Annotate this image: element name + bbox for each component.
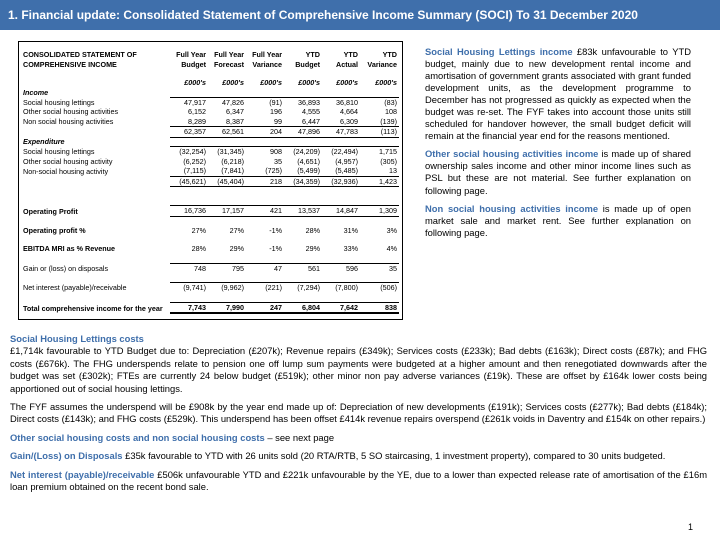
cell: 247 bbox=[246, 302, 284, 313]
commentary-paragraph bbox=[10, 450, 707, 462]
net-interest-row bbox=[22, 283, 399, 293]
cell: 36,810 bbox=[322, 97, 360, 107]
cell: 795 bbox=[208, 263, 246, 273]
cell: 1,715 bbox=[360, 147, 399, 157]
operating-profit-row bbox=[22, 206, 399, 217]
cell: 108 bbox=[385, 107, 397, 116]
commentary-paragraph bbox=[10, 432, 707, 444]
commentary-heading: Other social housing costs and non social housing costs bbox=[10, 431, 265, 443]
income-heading: Income bbox=[23, 87, 49, 97]
cell: 6,309 bbox=[340, 116, 358, 126]
unit-label: £000's bbox=[336, 78, 358, 87]
cell: 29% bbox=[229, 244, 244, 253]
commentary-paragraph bbox=[425, 46, 691, 142]
cell: 28% bbox=[191, 244, 206, 253]
cell: 908 bbox=[246, 147, 284, 157]
cell: (31,345) bbox=[208, 147, 246, 157]
row-label: Social housing lettings bbox=[23, 147, 95, 156]
cell: 8,289 bbox=[188, 116, 206, 126]
cell: (7,115) bbox=[183, 166, 206, 175]
cell: 28% bbox=[305, 225, 320, 235]
row-label: Other social housing activity bbox=[23, 156, 113, 166]
income-total-row bbox=[22, 127, 399, 138]
ebitda-row bbox=[22, 244, 399, 254]
total-comprehensive-income-row bbox=[22, 302, 399, 313]
cell: 6,447 bbox=[302, 116, 320, 126]
commentary-heading: Social Housing Lettings income bbox=[425, 46, 573, 57]
row-label: Net interest (payable)/receivable bbox=[23, 283, 127, 292]
cell: 204 bbox=[246, 127, 284, 138]
cell: 6,804 bbox=[284, 302, 322, 313]
unit-label: £000's bbox=[222, 78, 244, 87]
cell: -1% bbox=[269, 244, 282, 253]
costs-heading: Social Housing Lettings costs bbox=[10, 333, 144, 344]
commentary-paragraph bbox=[425, 148, 691, 196]
cell: 62,561 bbox=[208, 127, 246, 138]
cell: (91) bbox=[246, 97, 284, 107]
cell: (9,962) bbox=[208, 283, 246, 293]
commentary-text: £35k favourable to YTD with 26 units sold (20 RTA/RTB, 5 SO staircasing, 1 investment property), compared to 30 units budgeted. bbox=[122, 450, 666, 462]
cell: (305) bbox=[380, 156, 397, 166]
section-heading-row bbox=[22, 88, 399, 98]
table-row bbox=[22, 107, 399, 117]
cell: 31% bbox=[343, 225, 358, 235]
cell: (221) bbox=[246, 283, 284, 293]
costs-commentary bbox=[10, 333, 707, 499]
cell: 1,423 bbox=[360, 176, 399, 187]
cell: 47,917 bbox=[170, 97, 208, 107]
cell: 4,555 bbox=[302, 107, 320, 116]
table-row bbox=[22, 157, 399, 167]
column-header: Variance bbox=[252, 59, 282, 69]
commentary-heading: Non social housing activities income bbox=[425, 202, 599, 214]
column-header: Full Year bbox=[252, 50, 282, 59]
cell: 421 bbox=[246, 206, 284, 217]
cell: 35 bbox=[274, 156, 282, 166]
row-label: Total comprehensive income for the year bbox=[23, 303, 163, 313]
gain-loss-row bbox=[22, 263, 399, 273]
table-title-line-2: COMPREHENSIVE INCOME bbox=[23, 59, 117, 69]
unit-label: £000's bbox=[298, 78, 320, 87]
unit-label: £000's bbox=[260, 78, 282, 87]
table-row bbox=[22, 117, 399, 127]
commentary-text: £83k unfavourable to YTD budget, mainly due to new development rental income and amortisation of government grants associated with grant funded development units, as the development programme to December has not progressed as quickly as expected when the budget was re-set. The FYF takes into account those units still scheduled for handover however, the small budget deficit will remain at the financial year end for the reasons mentioned. bbox=[425, 46, 691, 142]
cell: 17,157 bbox=[208, 206, 246, 217]
cell: (725) bbox=[265, 166, 282, 175]
units-row bbox=[22, 78, 399, 88]
cell: 7,743 bbox=[170, 302, 208, 313]
title-banner bbox=[0, 0, 720, 30]
cell: 47,783 bbox=[322, 127, 360, 138]
row-label: EBITDA MRI as % Revenue bbox=[23, 244, 115, 253]
commentary-text: is made up of open market sale and market rent. See further explanation on following page. bbox=[425, 202, 691, 238]
cell: (5,499) bbox=[297, 166, 320, 175]
cell: 13,537 bbox=[284, 206, 322, 217]
unit-label: £000's bbox=[184, 78, 206, 87]
cell: 13 bbox=[389, 166, 397, 175]
cell: 748 bbox=[170, 263, 208, 273]
cell: (22,494) bbox=[322, 147, 360, 157]
cell: (24,209) bbox=[284, 147, 322, 157]
commentary-heading: Gain/(Loss) on Disposals bbox=[10, 450, 123, 462]
cell: (45,621) bbox=[170, 176, 208, 187]
cell: 596 bbox=[322, 263, 360, 273]
column-header: YTD bbox=[305, 50, 320, 59]
table-header-row-2 bbox=[22, 60, 399, 70]
cell: 14,847 bbox=[322, 206, 360, 217]
cell: (113) bbox=[360, 127, 399, 138]
cell: (34,359) bbox=[284, 176, 322, 187]
soci-table-panel bbox=[18, 41, 403, 320]
table-header-row-1 bbox=[22, 50, 399, 60]
cell: 6,152 bbox=[188, 107, 206, 116]
cell: 27% bbox=[229, 225, 244, 235]
cell: 7,990 bbox=[208, 302, 246, 313]
cell: 1,309 bbox=[360, 206, 399, 217]
commentary-heading: Other social housing activities income bbox=[425, 148, 599, 160]
unit-label: £000's bbox=[375, 78, 397, 87]
row-label: Social housing lettings bbox=[23, 97, 95, 107]
cell: 8,387 bbox=[226, 116, 244, 126]
cell: 838 bbox=[360, 302, 399, 313]
cell: (83) bbox=[360, 97, 399, 107]
income-commentary bbox=[425, 46, 691, 245]
fyf-paragraph: The FYF assumes the underspend will be £908k by the year end made up of: Depreciation of new developments (£191k); Services costs (£277k); Bad debts (£184k); Direct costs (£143k); and FHG costs (£529k). This underspend has been offset £414k revenue repairs overspend (£261k voids in Daventry and £154k on other repairs.) bbox=[10, 401, 707, 425]
cell: (4,651) bbox=[297, 156, 320, 166]
cell: (139) bbox=[380, 116, 397, 126]
cell: (6,252) bbox=[183, 156, 206, 166]
cell: (7,800) bbox=[322, 283, 360, 293]
commentary-text: – see next page bbox=[264, 431, 335, 443]
cell: 4,664 bbox=[340, 107, 358, 116]
row-label: Gain or (loss) on disposals bbox=[23, 263, 109, 273]
commentary-text: £506k unfavourable YTD and £221k unfavourable by the YE, due to a lower than expected release rate of amortisation of the £16m loan premium obtained on the recent bond sale. bbox=[10, 468, 707, 493]
cell: 36,893 bbox=[284, 97, 322, 107]
cell: 47,896 bbox=[284, 127, 322, 138]
table-row bbox=[22, 166, 399, 176]
cell: 29% bbox=[305, 244, 320, 253]
row-label: Non social housing activities bbox=[23, 117, 114, 126]
section-heading-row bbox=[22, 137, 399, 147]
row-label: Operating profit % bbox=[23, 225, 86, 235]
cell: 27% bbox=[191, 225, 206, 235]
column-header: Full Year bbox=[214, 50, 244, 59]
cell: 47 bbox=[246, 263, 284, 273]
soci-table bbox=[22, 50, 399, 314]
cell: 196 bbox=[270, 107, 282, 116]
cell: (4,957) bbox=[335, 156, 358, 166]
cell: 561 bbox=[284, 263, 322, 273]
commentary-paragraph bbox=[425, 203, 691, 239]
cell: 35 bbox=[360, 263, 399, 273]
cell: (506) bbox=[360, 283, 399, 293]
cell: 47,826 bbox=[208, 97, 246, 107]
row-label: Operating Profit bbox=[23, 206, 78, 216]
commentary-paragraph bbox=[10, 469, 707, 494]
cell: 7,642 bbox=[322, 302, 360, 313]
cell: 99 bbox=[274, 116, 282, 126]
cell: 3% bbox=[386, 225, 397, 235]
cell: 62,357 bbox=[170, 127, 208, 138]
operating-profit-pct-row bbox=[22, 226, 399, 236]
table-row bbox=[22, 97, 399, 107]
cell: (32,936) bbox=[322, 176, 360, 187]
cell: (45,404) bbox=[208, 176, 246, 187]
column-header: YTD bbox=[382, 50, 397, 59]
column-header: Budget bbox=[181, 59, 206, 69]
row-label: Other social housing activities bbox=[23, 107, 119, 116]
cell: 16,736 bbox=[170, 206, 208, 217]
column-header: YTD bbox=[343, 50, 358, 59]
cell: (9,741) bbox=[170, 283, 208, 293]
column-header: Forecast bbox=[214, 59, 244, 69]
column-header: Variance bbox=[367, 59, 397, 69]
column-header: Budget bbox=[295, 59, 320, 69]
table-title-line-1: CONSOLIDATED STATEMENT OF bbox=[23, 50, 137, 59]
cell: 218 bbox=[246, 176, 284, 187]
expenditure-heading: Expenditure bbox=[23, 137, 65, 146]
commentary-heading: Net interest (payable)/receivable bbox=[10, 468, 155, 480]
commentary-text: is made up of shared ownership sales income and other minor income lines such as PSL but these are not material. See further explanation on following page. bbox=[425, 148, 691, 196]
row-label: Non-social housing activity bbox=[23, 166, 109, 176]
cell: -1% bbox=[269, 225, 282, 235]
cell: (7,841) bbox=[221, 166, 244, 175]
table-row bbox=[22, 147, 399, 157]
cell: (7,294) bbox=[284, 283, 322, 293]
cell: 6,347 bbox=[226, 107, 244, 116]
column-header: Actual bbox=[336, 59, 358, 69]
cell: (6,218) bbox=[221, 156, 244, 166]
cell: (5,485) bbox=[335, 166, 358, 175]
expenditure-total-row bbox=[22, 176, 399, 187]
cell: 4% bbox=[386, 244, 397, 253]
page-number: 1 bbox=[688, 522, 694, 532]
cell: (32,254) bbox=[170, 147, 208, 157]
costs-paragraph: £1,714k favourable to YTD Budget due to: Depreciation (£207k); Revenue repairs (£349k); Services costs (£233k); Bad debts (£163k); Direct costs (£87k); and FHG costs (£676k). The FHG underspends relate to pension one off lump sum payments were budgeted at a higher amount and then renegotiated downwards after the budget was set (£302k); FTEs are currently 24 below budget (£519k); other minor non pay adverse variances (£19k). These are offset by £164k lower costs being apportioned out of social housing lettings. bbox=[10, 345, 707, 394]
column-header: Full Year bbox=[176, 50, 206, 59]
cell: 33% bbox=[343, 244, 358, 253]
page-title: 1. Financial update: Consolidated Statement of Comprehensive Income Summary (SOCI) To 31 December 2020 bbox=[8, 8, 638, 22]
